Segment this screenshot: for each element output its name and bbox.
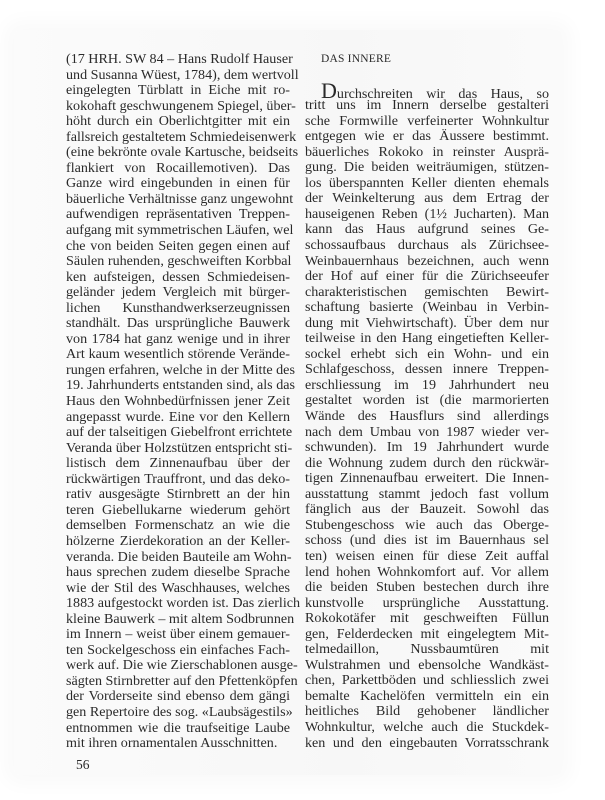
text-line: entnommen wie die traufseitige Laube <box>66 719 290 736</box>
text-line: Schlafgeschoss, dessen innere Treppen- <box>305 361 549 378</box>
text-line: nach dem Umbau von 1987 wieder ver- <box>305 423 549 440</box>
text-line: rungen erfahren, welche in der Mitte des <box>66 361 295 378</box>
text-line: aufgang mit symmetrischen Läufen, wel <box>66 222 294 239</box>
text-line: die beiden Stuben bestechen durch ihre <box>305 579 549 596</box>
text-line: sche Formwille verfeinerter Wohnkultur <box>305 112 549 129</box>
text-line: tritt uns im Innern derselbe gestalteri <box>305 97 549 114</box>
text-line: 19. Jahrhunderts entstanden sind, als das <box>66 377 295 394</box>
text-line: lend hohen Wohnkomfort auf. Vor allem <box>305 563 549 580</box>
text-line: kleine Bauwerk – mit altem Sodbrunnen <box>66 610 295 627</box>
text-line: 1883 aufgestockt worden ist. Das zierlich <box>66 595 301 612</box>
text-line: flankiert von Rocaillemotiven). Das <box>66 159 290 176</box>
text-line: demselben Formenschatz an wie die <box>66 517 290 534</box>
text-line: die Wohnung zudem durch den rückwär- <box>305 454 549 471</box>
text-line: heitliches Bild gehobener ländlicher <box>305 703 549 720</box>
text-line: tigen Zinnenaufbau erweitert. Die Innen- <box>305 470 549 487</box>
text-line: teren Giebellukarne wiederum gehört <box>66 501 290 518</box>
text-line: Art kaum wesentlich störende Verände- <box>66 346 290 363</box>
text-line: teilweise in den Hang eingetieften Keller- <box>305 330 549 347</box>
text-line: sägten Stirnbretter auf den Pfettenköpfen <box>66 672 298 689</box>
text-line: wie der Stil des Waschhauses, welches <box>66 579 290 596</box>
text-line: (eine bekrönte ovale Kartusche, beidseits <box>66 144 299 161</box>
text-line: der Vorderseite sind ebenso dem gängi <box>66 688 290 705</box>
text-line: hölzerne Zierdekoration an der Keller- <box>66 532 290 549</box>
text-line: Säulen ruhenden, geschweiften Korbbal <box>66 253 292 270</box>
text-line: schossaufbaus durchaus als Zürichsee- <box>305 237 549 254</box>
text-line: los überspannten Keller dienten ehemals <box>305 174 549 191</box>
text-line: Ganze wird eingebunden in einen für <box>66 175 290 192</box>
text-line: erschliessung im 19 Jahrhundert neu <box>305 376 549 393</box>
text-line: höht durch ein Oberlichtgitter mit ein <box>66 113 290 130</box>
text-line: rückwärtigen Trauffront, und das deko- <box>66 470 290 487</box>
page-number: 56 <box>76 757 90 772</box>
initial-letter: D <box>321 77 337 103</box>
text-line: Haus den Wohnbedürfnissen jener Zeit <box>66 393 290 410</box>
text-line: angepasst wurde. Eine vor den Kellern <box>66 408 290 425</box>
left-text-column <box>66 51 301 752</box>
text-line: Wände des Hausflurs sind allerdings <box>305 408 549 425</box>
text-line: ten) weisen einen für diese Zeit auffal <box>305 547 549 564</box>
text-line: im Innern – weist über einem gemauer- <box>66 626 290 643</box>
text-line: werk auf. Die wie Zierschablonen ausge- <box>66 657 298 674</box>
text-line: chen, Parkettböden und schliesslich zwei <box>305 672 549 689</box>
right-text-column <box>305 52 549 751</box>
text-line: ken und den eingebauten Vorratsschrank <box>305 734 549 751</box>
text-line: gung. Die beiden weiträumigen, stützen- <box>305 159 549 176</box>
text-line: von 1784 hat ganz wenige und in ihrer <box>66 330 290 347</box>
text-line: und Susanna Wüest, 1784), dem wertvoll <box>66 66 299 83</box>
text-line: hauseigenen Reben (1½ Jucharten). Man <box>305 205 549 222</box>
text-line: che von beiden Seiten gegen einen auf <box>66 237 290 254</box>
text-line: der Weinkelterung aus dem Ertrag der <box>305 190 549 207</box>
text-line: fallsreich gestaltetem Schmiedeisenwerk <box>66 128 297 145</box>
text-line: aufwendigen repräsentativen Treppen- <box>66 206 290 223</box>
text-line: ausstattung stammt jedoch fast vollum <box>305 485 549 502</box>
text-line: gen Repertoire des sog. «Laubsägestils» <box>66 703 293 720</box>
text-line: bäuerliches Rokoko in reinster Ausprä- <box>305 143 549 160</box>
first-line-text: urchschreiten wir das Haus, so <box>336 85 549 102</box>
text-line: charakteristischen gemischten Bewirt- <box>305 283 549 300</box>
text-line: gen, Felderdecken mit eingelegtem Mit- <box>305 625 549 642</box>
text-line: Wulstrahmen und ebensolche Wandkäst- <box>305 656 549 673</box>
text-line: kann das Haus aufgrund seines Ge- <box>305 221 549 238</box>
text-line: auf der talseitigen Giebelfront errichtete <box>66 424 293 441</box>
text-line: mit ihren ornamentalen Ausschnitten. <box>66 735 278 752</box>
text-line: entgegen wie er das Äussere bestimmt. <box>305 128 549 145</box>
text-line: Stubengeschoss wie auch das Oberge- <box>305 516 549 533</box>
text-line: bemalte Kachelöfen vermitteln ein ein <box>305 687 549 704</box>
text-line: listisch dem Zinnenaufbau über der <box>66 455 290 472</box>
text-line: veranda. Die beiden Bauteile am Wohn- <box>66 548 292 565</box>
text-line: eingelegten Türblatt in Eiche mit ro- <box>66 82 290 99</box>
text-line: schaftung basierte (Weinbau in Verbin- <box>305 299 549 316</box>
text-line: bäuerliche Verhältnisse ganz ungewohnt <box>66 190 294 207</box>
text-line: der Hof auf einer für die Zürichseeufer <box>305 268 549 285</box>
text-line: (17 HRH. SW 84 – Hans Rudolf Hauser <box>66 51 293 67</box>
text-line: Wohnkultur, welche auch die Stuckdek- <box>305 718 549 735</box>
text-line: Weinbauernhaus bezeichnen, auch wenn <box>305 252 549 269</box>
text-line: kokohaft geschwungenem Spiegel, über- <box>66 97 296 114</box>
section-heading: DAS INNERE <box>321 53 392 65</box>
text-line: standhält. Das ursprüngliche Bauwerk <box>66 315 290 332</box>
text-line: geländer jedem Vergleich mit bürger- <box>66 284 290 301</box>
paragraph-first-line <box>305 77 549 103</box>
text-line: schoss (und dies ist im Bauernhaus sel <box>305 532 549 549</box>
text-line: haus sprechen zudem dieselbe Sprache <box>66 564 290 581</box>
text-line: schwunden). Im 19 Jahrhundert wurde <box>305 439 549 456</box>
text-line: sockel erhebt sich ein Wohn- und ein <box>305 345 549 362</box>
text-line: gestaltet worden ist (die marmorierten <box>305 392 549 409</box>
text-line: ten Sockelgeschoss ein einfaches Fach- <box>66 641 290 658</box>
text-line: rativ ausgesägte Stirnbrett an der hin <box>66 486 290 503</box>
text-line: fänglich aus der Bauzeit. Sowohl das <box>305 501 549 518</box>
text-line: lichen Kunsthandwerkserzeugnissen <box>66 299 290 316</box>
text-line: kunstvolle ursprüngliche Ausstattung. <box>305 594 549 611</box>
text-line: dung mit Viehwirtschaft). Über dem nur <box>305 314 549 331</box>
text-line: Rokokotäfer mit geschweiften Füllun <box>305 610 549 627</box>
text-line: ken aufsteigen, dessen Schmiedeisen- <box>66 268 290 285</box>
text-line: Veranda über Holzstützen entspricht sti- <box>66 439 293 456</box>
text-line: telmedaillon, Nussbaumtüren mit <box>305 641 549 658</box>
